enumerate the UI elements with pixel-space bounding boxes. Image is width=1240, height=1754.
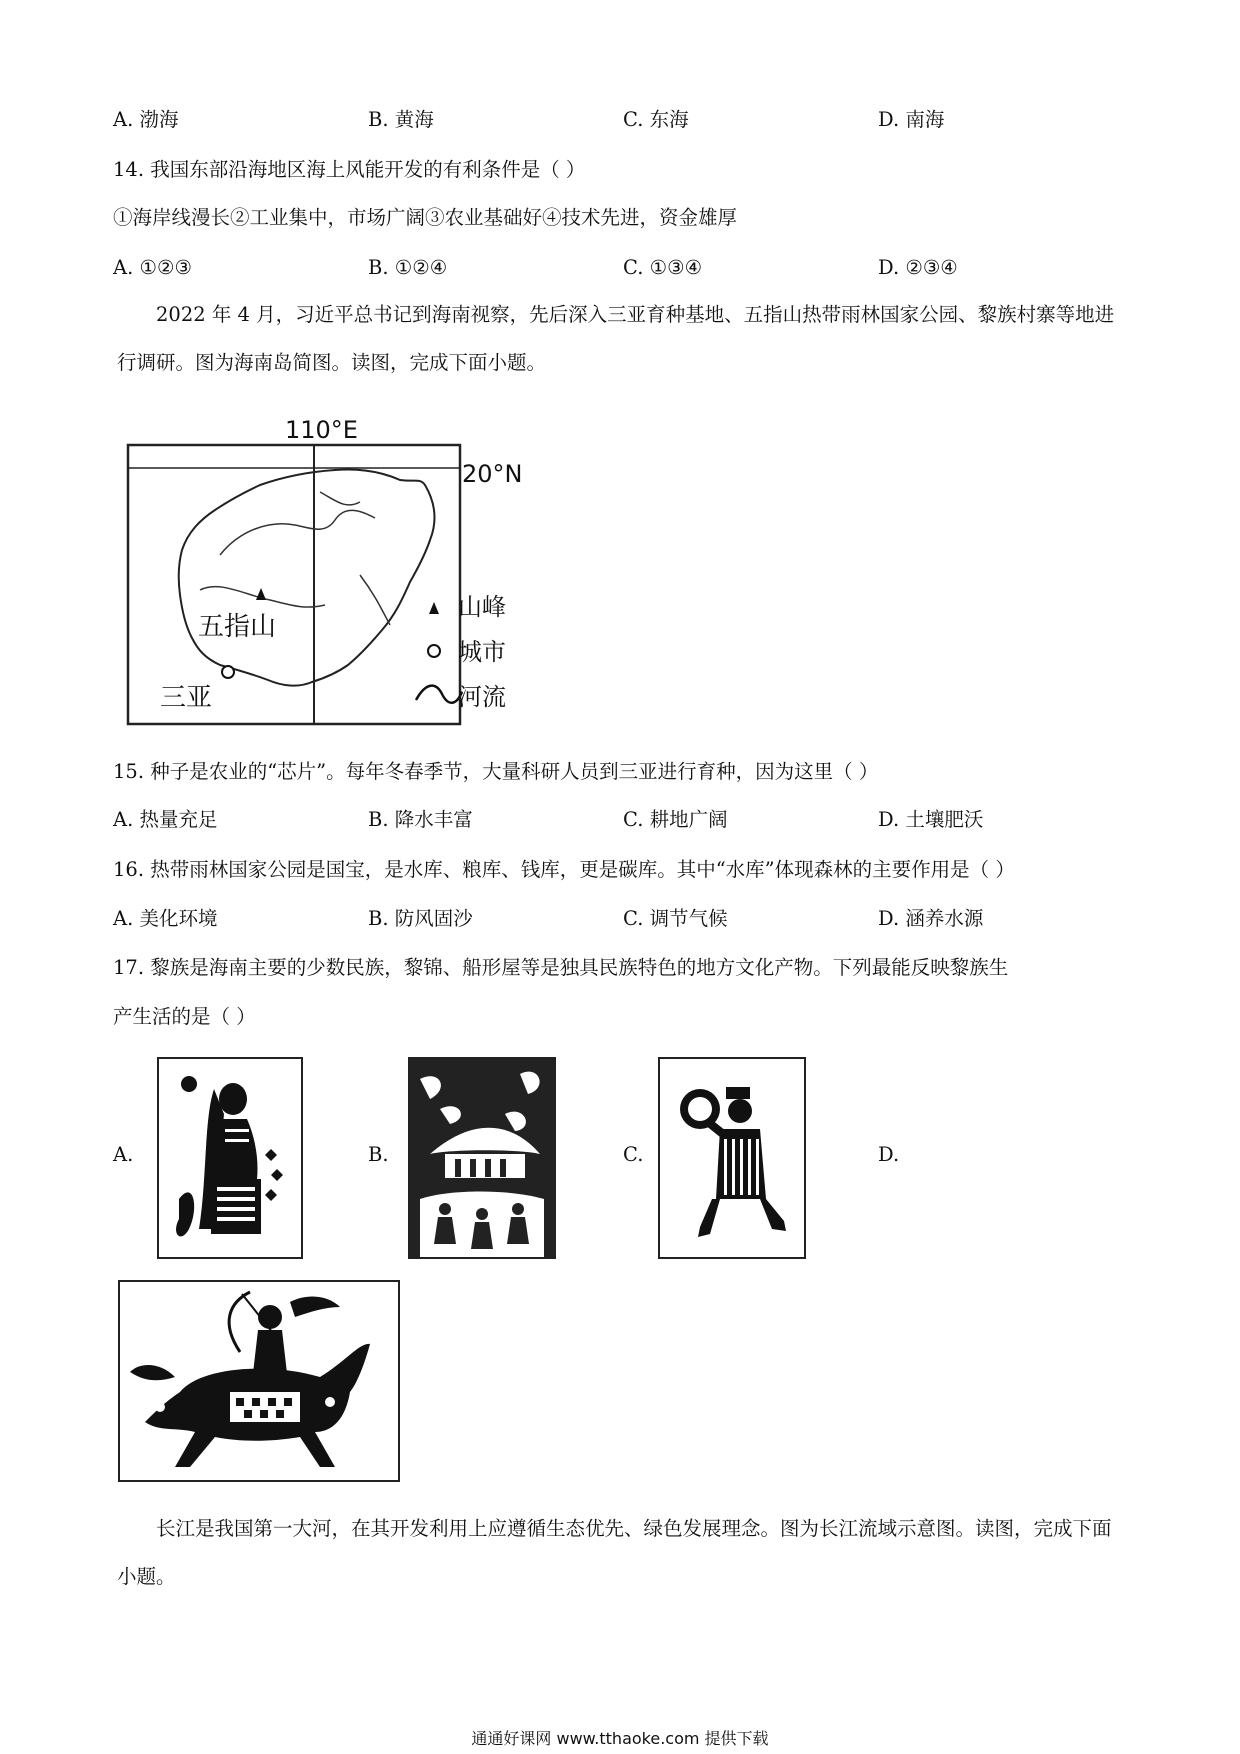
q13-option-d: D. 南海	[878, 108, 945, 131]
map-peak-label: 五指山	[198, 612, 277, 642]
q15-option-c: C. 耕地广阔	[623, 808, 728, 831]
papercut-d-image	[118, 1280, 400, 1482]
legend-city-icon	[428, 645, 440, 657]
q17-label-d: D.	[878, 1143, 900, 1166]
q17-stem-line2: 产生活的是（ ）	[113, 1005, 256, 1028]
q16-option-d: D. 涵养水源	[878, 907, 984, 930]
hainan-context-text: 2022 年 4 月，习近平总书记到海南视察，先后深入三亚育种基地、五指山热带雨林国家公园、黎族村寨等地进行调研。图为海南岛简图。读图，完成下面小题。	[117, 303, 1115, 374]
papercut-c-image	[658, 1057, 806, 1259]
q13-option-b: B. 黄海	[368, 108, 434, 131]
map-latitude-label: 20°N	[462, 460, 523, 488]
yangtze-context-text: 长江是我国第一大河，在其开发利用上应遵循生态优先、绿色发展理念。图为长江流域示意图。读图，完成下面小题。	[117, 1517, 1112, 1588]
q17-stem-line1: 17. 黎族是海南主要的少数民族，黎锦、船形屋等是独具民族特色的地方文化产物。下列最能反映黎族生	[113, 956, 1009, 979]
river-3	[360, 575, 390, 625]
papercut-a-image	[157, 1057, 303, 1259]
page-footer: 通通好课网 www.tthaoke.com 提供下载	[471, 1729, 769, 1748]
yangtze-context	[117, 1505, 1127, 1601]
q14-option-c: C. ①③④	[623, 256, 703, 279]
city-icon	[222, 666, 234, 678]
river-4	[320, 492, 360, 505]
q15-option-b: B. 降水丰富	[368, 808, 473, 831]
q14-conditions: ①海岸线漫长②工业集中，市场广阔③农业基础好④技术先进，资金雄厚	[113, 206, 738, 229]
q14-option-b: B. ①②④	[368, 256, 448, 279]
peak-icon	[256, 588, 266, 600]
q17-label-a: A.	[113, 1143, 134, 1166]
q14-option-d: D. ②③④	[878, 256, 958, 279]
q15-option-a: A. 热量充足	[113, 808, 218, 831]
legend-peak-icon	[429, 602, 439, 614]
map-longitude-label: 110°E	[285, 416, 358, 444]
q13-option-a: A. 渤海	[113, 108, 179, 131]
q13-option-c: C. 东海	[623, 108, 689, 131]
q16-stem: 16. 热带雨林国家公园是国宝，是水库、粮库、钱库，更是碳库。其中“水库”体现森林的主要作用是（ ）	[113, 858, 1015, 881]
hainan-island-outline	[179, 469, 435, 685]
q15-option-d: D. 土壤肥沃	[878, 808, 984, 831]
q16-option-a: A. 美化环境	[113, 907, 218, 930]
q14-stem: 14. 我国东部沿海地区海上风能开发的有利条件是（ ）	[113, 158, 586, 181]
legend-city-label: 城市	[458, 638, 506, 666]
q16-option-c: C. 调节气候	[623, 907, 728, 930]
q16-option-b: B. 防风固沙	[368, 907, 473, 930]
legend-river-label: 河流	[458, 683, 506, 711]
legend-river-icon	[416, 686, 462, 703]
legend-peak-label: 山峰	[458, 593, 506, 621]
river-1	[220, 510, 375, 555]
hainan-map	[120, 410, 590, 730]
q15-stem: 15. 种子是农业的“芯片”。每年冬春季节，大量科研人员到三亚进行育种，因为这里（ ）	[113, 760, 879, 783]
map-city-label: 三亚	[160, 683, 213, 713]
papercut-b-image	[408, 1057, 556, 1259]
q14-option-a: A. ①②③	[113, 256, 192, 279]
q17-label-c: C.	[623, 1143, 644, 1166]
q17-label-b: B.	[368, 1143, 389, 1166]
hainan-context	[117, 291, 1127, 387]
